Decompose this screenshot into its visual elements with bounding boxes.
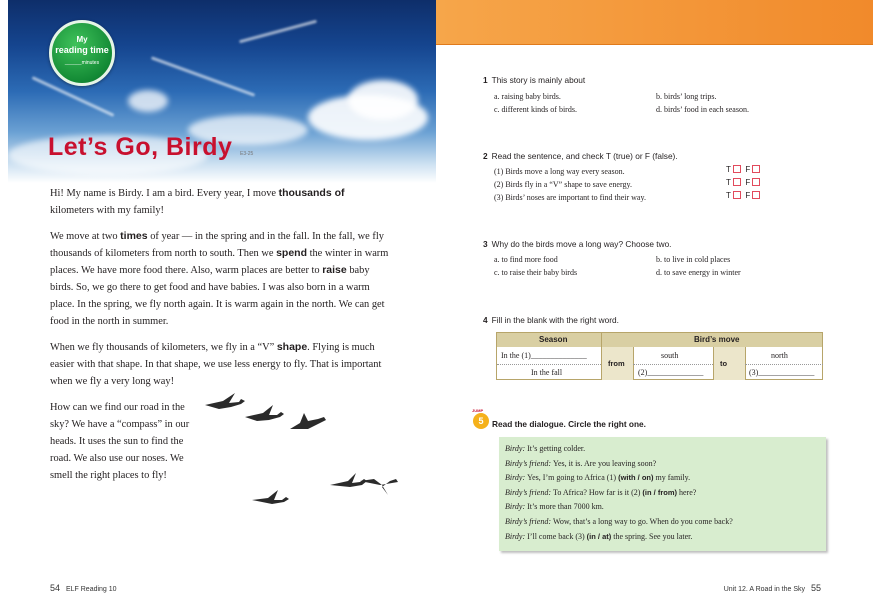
reading-time-badge — [49, 20, 115, 86]
q5-text: Read the dialogue. Circle the right one. — [492, 419, 646, 429]
q1-number: 1 — [483, 75, 488, 85]
q3-option-c[interactable]: c. to raise their baby birds — [494, 268, 578, 277]
dialogue-text: the spring. See you later. — [611, 531, 693, 541]
badge-line2: reading time — [55, 45, 109, 55]
q3-number: 3 — [483, 239, 488, 249]
q2-text: Read the sentence, and check T (true) or F (false). — [491, 151, 678, 161]
choice-option[interactable]: (in / at) — [586, 531, 612, 541]
text-run: Hi! My name is Birdy. I am a bird. Every year, I move — [50, 188, 279, 199]
page-number-left: 54 — [50, 583, 61, 593]
vocab-word: raise — [322, 264, 347, 276]
vocab-word: times — [120, 230, 148, 242]
divider — [713, 347, 714, 380]
q2-item-1: (1) Birds move a long way every season. — [494, 167, 625, 176]
dialogue-text: here? — [677, 487, 697, 497]
choice-option[interactable]: (in / from) — [642, 487, 677, 497]
story-paragraph-1 — [50, 185, 390, 219]
badge-minutes: ______minutes — [64, 60, 100, 66]
choice-option[interactable]: (with / on) — [618, 473, 654, 483]
dialogue-line — [505, 532, 692, 541]
speaker-name: Birdy: — [505, 444, 528, 453]
text-run: We move at two — [50, 231, 121, 242]
false-label: F — [745, 178, 751, 187]
speaker-name: Birdy’s friend: — [505, 458, 553, 468]
q1-option-a[interactable]: a. raising baby birds. — [494, 92, 561, 101]
q3-option-b[interactable]: b. to live in cold places — [656, 255, 731, 264]
footer-right — [724, 583, 821, 593]
text-run: of year — in the spring and in the fall. In the fall, we fly thousands of kilometers from north to south. Then we — [50, 231, 384, 259]
speaker-name: Birdy: — [505, 531, 528, 541]
speaker-name: Birdy’s friend: — [505, 517, 553, 526]
dialogue-text: Yes, it is. Are you leaving soon? — [553, 458, 657, 468]
cloud — [348, 80, 418, 120]
text-run: baby birds. So, we go there to get food and have babies. I was also born in a warm place. In the spring, we fly north again. It is warm again in the north. We can get food in the north in summer. — [50, 265, 385, 327]
q4-text: Fill in the blank with the right word. — [491, 315, 619, 325]
question-2 — [483, 151, 678, 161]
dialogue-line — [505, 502, 604, 511]
q2-item-3: (3) Birds’ noses are important to find their way. — [494, 193, 646, 202]
true-checkbox[interactable] — [733, 165, 741, 173]
header-birds-move: Bird’s move — [694, 335, 740, 344]
dialogue-text: Yes, I’m going to Africa (1) — [527, 473, 619, 483]
dialogue-text: Wow, that’s a long way to go. When do you come back? — [553, 517, 733, 526]
true-label: T — [726, 191, 731, 200]
season-blank-1[interactable]: In the (1)______________ — [501, 351, 587, 360]
dialogue-line — [505, 473, 690, 482]
audio-track-label: E3-25 — [240, 151, 254, 157]
to-label: to — [720, 359, 728, 368]
q2-tf-row-1 — [726, 165, 760, 174]
dialogue-text: I’ll come back (3) — [527, 531, 587, 541]
true-label: T — [726, 178, 731, 187]
q3-option-d[interactable]: d. to save energy in winter — [656, 268, 741, 277]
q5-number-badge: 5 — [473, 413, 489, 429]
south-cell: south — [661, 351, 679, 360]
dialogue-text: It’s more than 7000 km. — [527, 502, 604, 512]
unit-title: Unit 12. A Road in the Sky — [723, 586, 806, 593]
season-fall: In the fall — [531, 368, 563, 377]
true-label: T — [726, 165, 731, 174]
dialogue-line — [505, 517, 733, 526]
question-3 — [483, 239, 671, 249]
header-season: Season — [539, 335, 568, 344]
question-1 — [483, 75, 585, 85]
text-run: . Flying is much easier with that shape. In that shape, we use less energy to fly. That is important when we fly a very long way! — [50, 342, 382, 387]
q3-text: Why do the birds move a long way? Choose two. — [491, 239, 672, 249]
q2-number: 2 — [483, 151, 488, 161]
text-run: the winter in warm places. We have more food there. Also, warm places are better to — [50, 248, 389, 276]
q2-item-2: (2) Birds fly in a “V” shape to save energy. — [494, 180, 632, 189]
true-checkbox[interactable] — [733, 191, 741, 199]
dialogue-line — [505, 444, 585, 453]
story-title: Let’s Go, Birdy — [48, 133, 233, 161]
page-number-right: 55 — [810, 583, 821, 593]
story-paragraph-3 — [50, 339, 390, 390]
q1-option-c[interactable]: c. different kinds of birds. — [494, 105, 577, 114]
cloud — [128, 90, 168, 112]
dialogue-text: To Africa? How far is it (2) — [553, 487, 643, 497]
false-label: F — [745, 191, 751, 200]
divider — [601, 333, 602, 380]
false-checkbox[interactable] — [752, 165, 760, 173]
flying-geese-illustration — [200, 385, 400, 520]
badge-line1: My — [76, 35, 88, 44]
cloud-streak — [151, 56, 255, 96]
q2-tf-row-3 — [726, 191, 760, 200]
left-page — [0, 0, 436, 612]
true-checkbox[interactable] — [733, 178, 741, 186]
book-title: ELF Reading 10 — [65, 586, 117, 593]
story-paragraph-2 — [50, 228, 390, 330]
jump-label: JUMP — [472, 408, 484, 413]
dialogue-line — [505, 488, 696, 497]
speaker-name: Birdy’s friend: — [505, 487, 553, 497]
vocab-word: shape — [276, 341, 308, 353]
false-checkbox[interactable] — [752, 191, 760, 199]
story-paragraph-4: How can we find our road in the sky? We have a “compass” in our heads. It uses the sun to find the road. We also use our noses. We smell the right places to fly! — [50, 402, 190, 481]
q1-text: This story is mainly about — [491, 75, 586, 85]
question-5 — [492, 419, 646, 429]
dialogue-text: my family. — [653, 473, 691, 483]
q1-option-b[interactable]: b. birds’ long trips. — [656, 92, 717, 101]
from-label: from — [608, 359, 625, 368]
north-cell: north — [771, 351, 788, 360]
speaker-name: Birdy: — [505, 502, 528, 512]
fill-blank-table — [496, 332, 823, 380]
q3-option-a[interactable]: a. to find more food — [494, 255, 558, 264]
q2-tf-row-2 — [726, 178, 760, 187]
row-divider — [633, 364, 713, 365]
blank-2[interactable]: (2)______________ — [638, 368, 704, 377]
speaker-name: Birdy: — [505, 473, 528, 483]
cloud-streak — [239, 20, 317, 44]
orange-banner — [436, 0, 873, 45]
vocab-word: thousands of — [278, 187, 345, 199]
q4-number: 4 — [483, 315, 488, 325]
row-divider — [497, 364, 601, 365]
blank-3[interactable]: (3)______________ — [749, 368, 815, 377]
false-checkbox[interactable] — [752, 178, 760, 186]
table-header — [497, 333, 822, 347]
question-4 — [483, 315, 619, 325]
footer-left — [50, 583, 117, 593]
false-label: F — [745, 165, 751, 174]
text-run: When we fly thousands of kilometers, we fly in a “V” — [50, 342, 277, 353]
text-run: kilometers with my family! — [50, 205, 164, 216]
q1-option-d[interactable]: d. birds’ food in each season. — [656, 105, 749, 114]
dialogue-text: It’s getting colder. — [527, 444, 586, 453]
vocab-word: spend — [276, 247, 307, 259]
right-page — [436, 0, 873, 612]
dialogue-line — [505, 459, 656, 468]
to-cell-bg — [713, 347, 745, 380]
row-divider — [745, 364, 823, 365]
dialogue-box — [499, 437, 826, 551]
